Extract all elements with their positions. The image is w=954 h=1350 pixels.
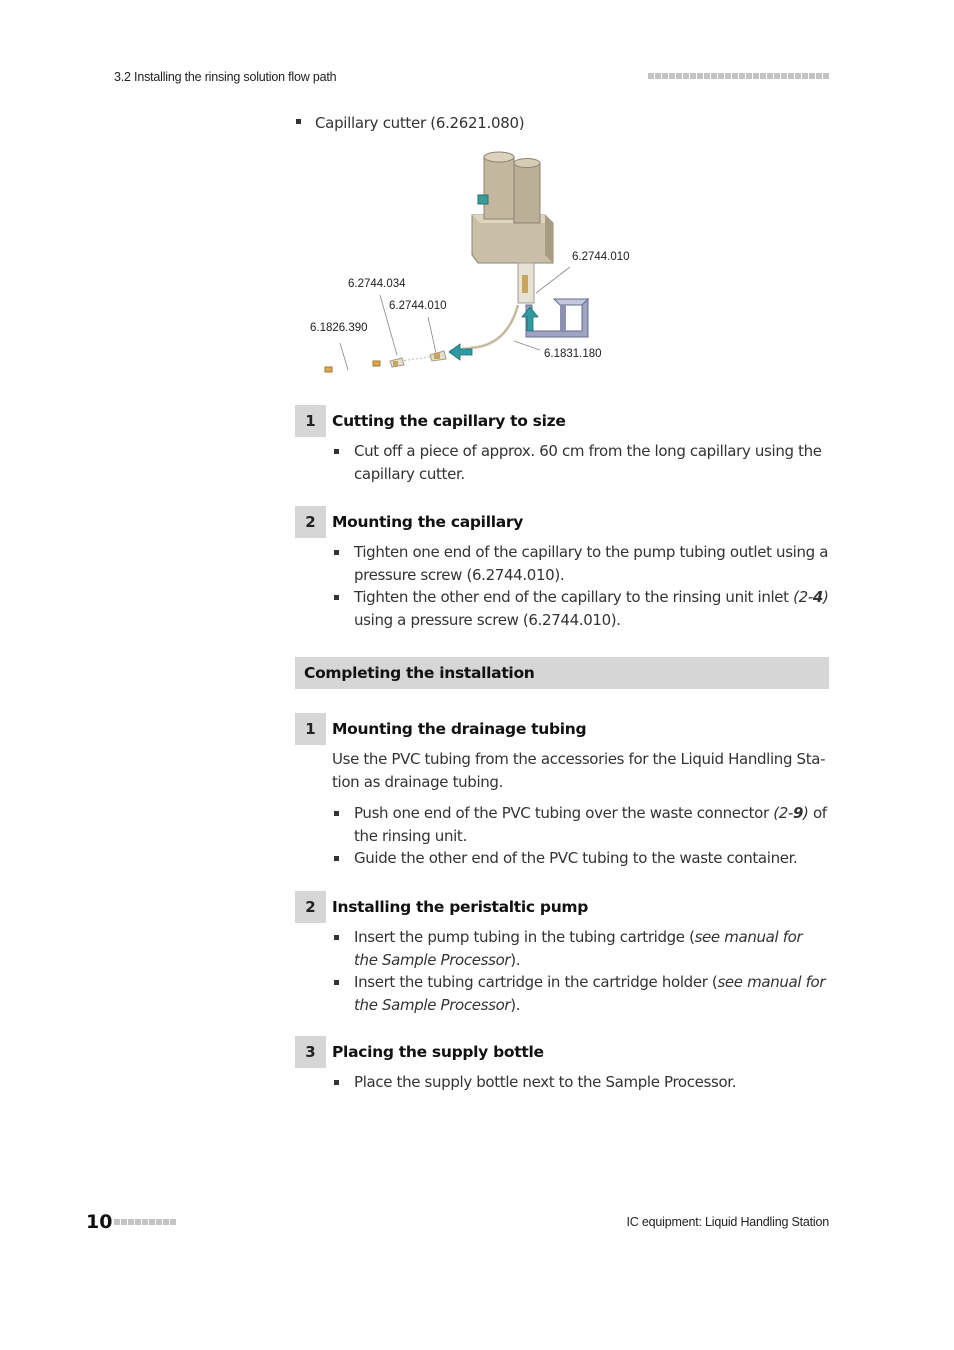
step-mounting-capillary: [295, 506, 829, 631]
footer-doc-title: IC equipment: Liquid Handling Station: [626, 1215, 829, 1229]
step-number: 1: [295, 405, 326, 437]
list-item-text: Tighten the other end of the capillary to the rinsing unit inlet: [354, 588, 794, 606]
running-header-section: 3.2 Installing the rinsing solution flow path: [114, 70, 337, 84]
cross-reference[interactable]: (2-4): [793, 588, 829, 606]
list-item: [332, 586, 829, 631]
manual-reference: see manual for the Sample Processor: [354, 973, 826, 1014]
step-paragraph: Use the PVC tubing from the accessories for the Liquid Handling Sta- tion as drainage tubing.: [332, 750, 826, 791]
step-number: 3: [295, 1036, 326, 1068]
step-title: Cutting the capillary to size: [332, 412, 566, 430]
list-item: Push one end of the PVC tubing over the waste connector (2-9) of the rinsing unit.: [332, 802, 829, 847]
step-number: 1: [295, 713, 326, 745]
label-left-lower: 6.1826.390: [310, 322, 368, 334]
step-supply-bottle: [295, 1036, 829, 1094]
step-title: Mounting the drainage tubing: [332, 720, 587, 738]
label-left-upper: 6.2744.034: [348, 278, 406, 290]
list-item: Place the supply bottle next to the Sample Processor.: [332, 1071, 829, 1094]
pump-outlet-block: [472, 152, 553, 263]
list-item: Tighten one end of the capillary to the pump tubing outlet using a pressure screw (6.2744.010).: [332, 541, 829, 586]
section-heading-bar: [295, 657, 829, 689]
step-peristaltic-pump: [295, 891, 829, 1016]
list-item: Insert the tubing cartridge in the cartridge holder (see manual for the Sample Processor).: [332, 971, 829, 1016]
step-number: 2: [295, 891, 326, 923]
intro-bullet: [296, 114, 524, 132]
holder-bracket: [526, 299, 588, 337]
list-item: Guide the other end of the PVC tubing to the waste container.: [332, 847, 829, 870]
step-title: Mounting the capillary: [332, 513, 524, 531]
list-item: Cut off a piece of approx. 60 cm from the long capillary using the capillary cutter.: [332, 440, 829, 485]
list-item-text: using a pressure screw (6.2744.010).: [354, 610, 621, 629]
label-bottom-right: 6.1831.180: [544, 348, 602, 360]
label-left-middle: 6.2744.010: [389, 300, 447, 312]
page-number: 10: [86, 1211, 113, 1233]
step-cutting-capillary: [295, 405, 829, 485]
capillary-assembly-figure: [300, 145, 660, 380]
step-title: Installing the peristaltic pump: [332, 898, 589, 916]
step-number: 2: [295, 506, 326, 538]
label-top-right: 6.2744.010: [572, 251, 630, 263]
list-item: Insert the pump tubing in the tubing cartridge (see manual for the Sample Processor).: [332, 926, 829, 971]
section-title: Completing the installation: [304, 664, 535, 682]
step-title: Placing the supply bottle: [332, 1043, 544, 1061]
cross-reference[interactable]: (2-9): [773, 804, 809, 822]
step-drainage-tubing: [295, 713, 829, 870]
intro-bullet-text: Capillary cutter (6.2621.080): [315, 114, 525, 132]
bullet-square-icon: [296, 119, 301, 124]
header-dot-bar: [648, 73, 829, 79]
manual-reference: see manual for the Sample Processor: [354, 928, 803, 969]
footer-dot-bar: [114, 1219, 176, 1225]
